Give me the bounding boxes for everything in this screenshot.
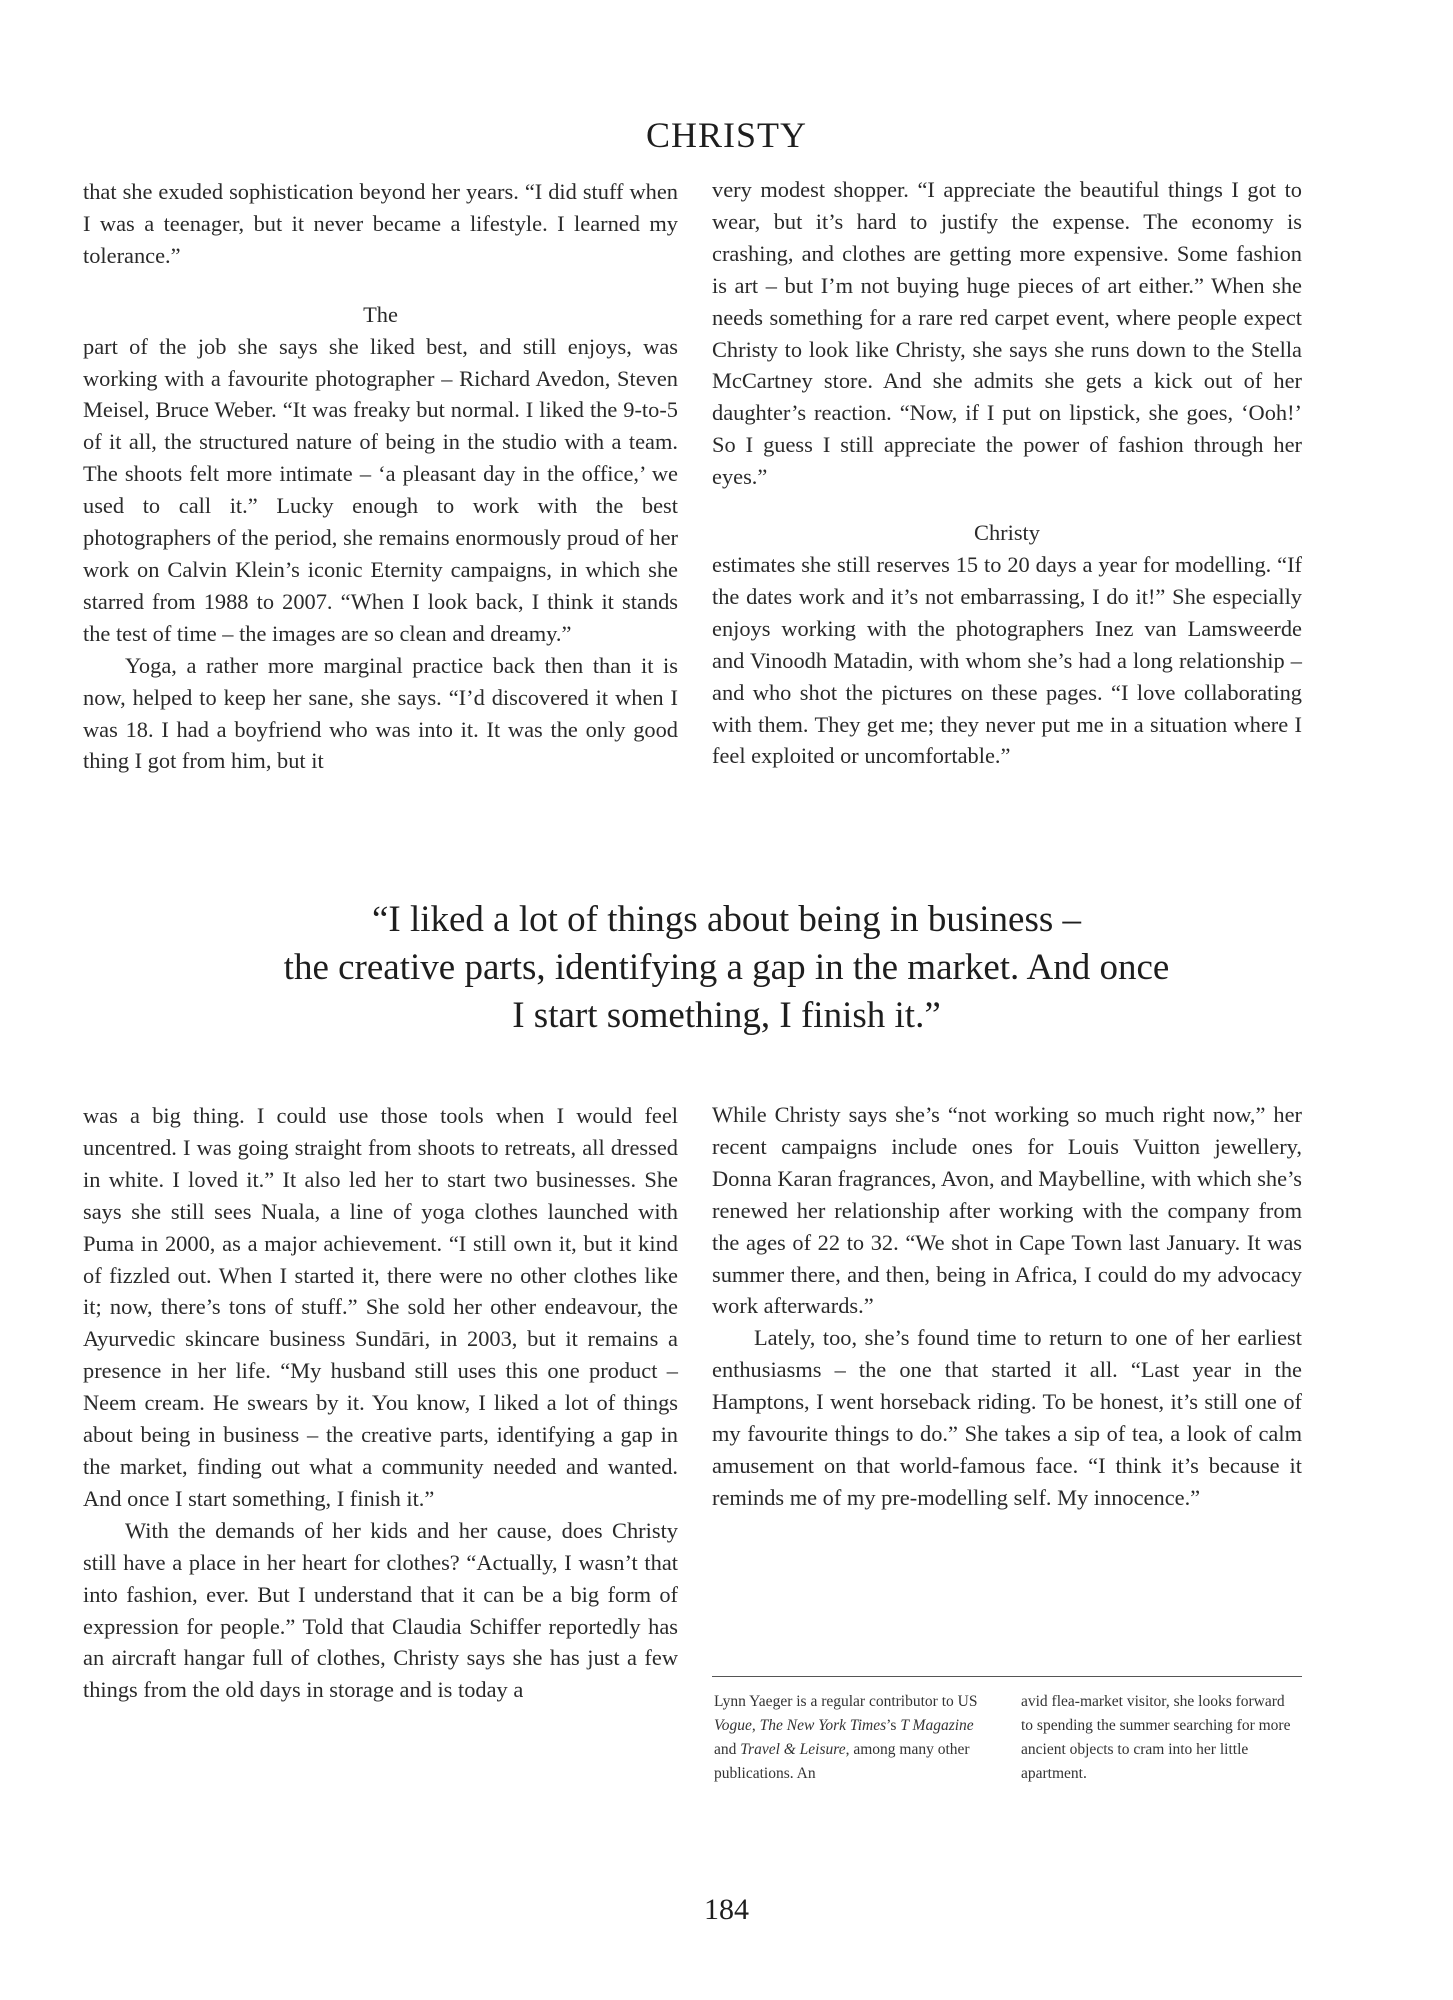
paragraph: part of the job she says she liked best, and still enjoys, was working with a favourite photographer – Richard Avedon, Steven Meisel, Bruce Weber. “It was freaky but normal. I liked the 9-to-5 of it all, the structured nature of being in the studio with a team. The shoots felt more intimate – ‘a pleasant day in the office,’ we used to call it.” Lucky enough to work with the best photographers of the period, she remains enormously proud of her work on Calvin Klein’s iconic Eternity campaigns, in which she starred from 1988 to 2007. “When I look back, I think it stands the test of time – the images are so clean and dreamy.”	[83, 333, 678, 646]
column-3	[83, 1100, 678, 1706]
pull-quote-line: I start something, I finish it.”	[512, 995, 941, 1036]
paragraph: estimates she still reserves 15 to 20 days a year for modelling. “If the dates work and it’s not embarrassing, I do it!” She especially enjoys working with the photographers Inez van Lamsweerde and Vinoodh Matadin, with whom she’s had a long relationship – and who shot the pictures on these pages. “I love collaborating with them. They get me; they never put me in a situation where I feel exploited or uncomfortable.”	[712, 551, 1302, 769]
paragraph: very modest shopper. “I appreciate the beautiful things I got to wear, but it’s hard to justify the expense. The economy is crashing, and clothes are getting more expensive. Some fashion is art – but I’m not buying huge pieces of art either.” When she needs something for a rare red carpet event, where people expect Christy to look like Christy, she says she runs down to the Stella McCartney store. And she admits she gets a kick out of her daughter’s reaction. “Now, if I put on lipstick, she goes, ‘Ooh!’ So I guess I still appreciate the power of fashion through her eyes.”	[712, 177, 1302, 490]
section-lead-word: The	[363, 301, 398, 327]
paragraph: Yoga, a rather more marginal practice back then than it is now, helped to keep her sane, she says. “I’d discovered it when I was 18. I had a boyfriend who was into it. It was the only good thing I got from him, but it	[83, 652, 678, 774]
publication-name: T Magazine	[900, 1717, 974, 1734]
column-1	[83, 176, 678, 777]
bio-text: and	[714, 1741, 741, 1758]
column-4	[712, 1099, 1302, 1514]
page-number: 184	[704, 1893, 749, 1926]
column-2	[712, 174, 1302, 772]
pull-quote-line: the creative parts, identifying a gap in the market. And once	[283, 947, 1170, 988]
bio-text: , among many other publications. An	[714, 1741, 970, 1782]
author-bio-part-2	[1021, 1690, 1299, 1786]
author-bio-text: avid flea-market visitor, she looks forward to spending the summer searching for more ancient objects to cram into her little apartment.	[1021, 1693, 1291, 1782]
bio-text: ,	[751, 1717, 760, 1734]
author-bio-part-1	[714, 1690, 992, 1786]
section-lead-word: Christy	[974, 520, 1040, 546]
publication-name: Travel & Leisure	[740, 1741, 846, 1758]
paragraph: that she exuded sophistication beyond her years. “I did stuff when I was a teenager, but it never became a lifestyle. I learned my tolerance.”	[83, 179, 678, 268]
pull-quote-line: “I liked a lot of things about being in business –	[371, 899, 1082, 940]
running-header: CHRISTY	[645, 115, 808, 155]
bio-text: ’s	[886, 1717, 901, 1734]
paragraph: With the demands of her kids and her cause, does Christy still have a place in her heart for clothes? “Actually, I wasn’t that into fashion, ever. But I understand that it can be a big form of expression for people.” Told that Claudia Schiffer reportedly has an aircraft hangar full of clothes, Christy says she has just a few things from the old days in storage and is today a	[83, 1517, 678, 1703]
bio-text: Lynn Yaeger is a regular contributor to US	[714, 1693, 978, 1710]
pull-quote	[110, 896, 1343, 1040]
paragraph: While Christy says she’s “not working so much right now,” her recent campaigns include ones for Louis Vuitton jewellery, Donna Karan fragrances, Avon, and Maybelline, with which she’s renewed her relationship after working with the company from the ages of 22 to 32. “We shot in Cape Town last January. It was summer there, and then, being in Africa, I could do my advocacy work afterwards.”	[712, 1102, 1302, 1319]
publication-name: Vogue	[714, 1717, 752, 1734]
author-bio-text	[714, 1690, 992, 1786]
paragraph: Lately, too, she’s found time to return to one of her earliest enthusiasms – the one that started it all. “Last year in the Hamptons, I went horseback riding. To be honest, it’s still one of my favourite things to do.” She takes a sip of tea, a look of calm amusement on that world-famous face. “I think it’s because it reminds me of my pre-modelling self. My innocence.”	[712, 1325, 1302, 1510]
paragraph: was a big thing. I could use those tools when I would feel uncentred. I was going straight from shoots to retreats, all dressed in white. I loved it.” It also led her to start two businesses. She says she still sees Nuala, a line of yoga clothes launched with Puma in 2000, as a major achievement. “I still own it, but it kind of fizzled out. When I started it, there were no other clothes like it; now, there’s tons of stuff.” She sold her other endeavour, the Ayurvedic skincare business Sundāri, in 2003, but it remains a presence in her life. “My husband still uses this one product – Neem cream. He swears by it. You know, I liked a lot of things about being in business – the creative parts, identifying a gap in the market, finding out what a community needed and wanted. And once I start something, I finish it.”	[83, 1103, 678, 1511]
bio-divider	[712, 1676, 1302, 1677]
publication-name: The New York Times	[759, 1717, 887, 1734]
